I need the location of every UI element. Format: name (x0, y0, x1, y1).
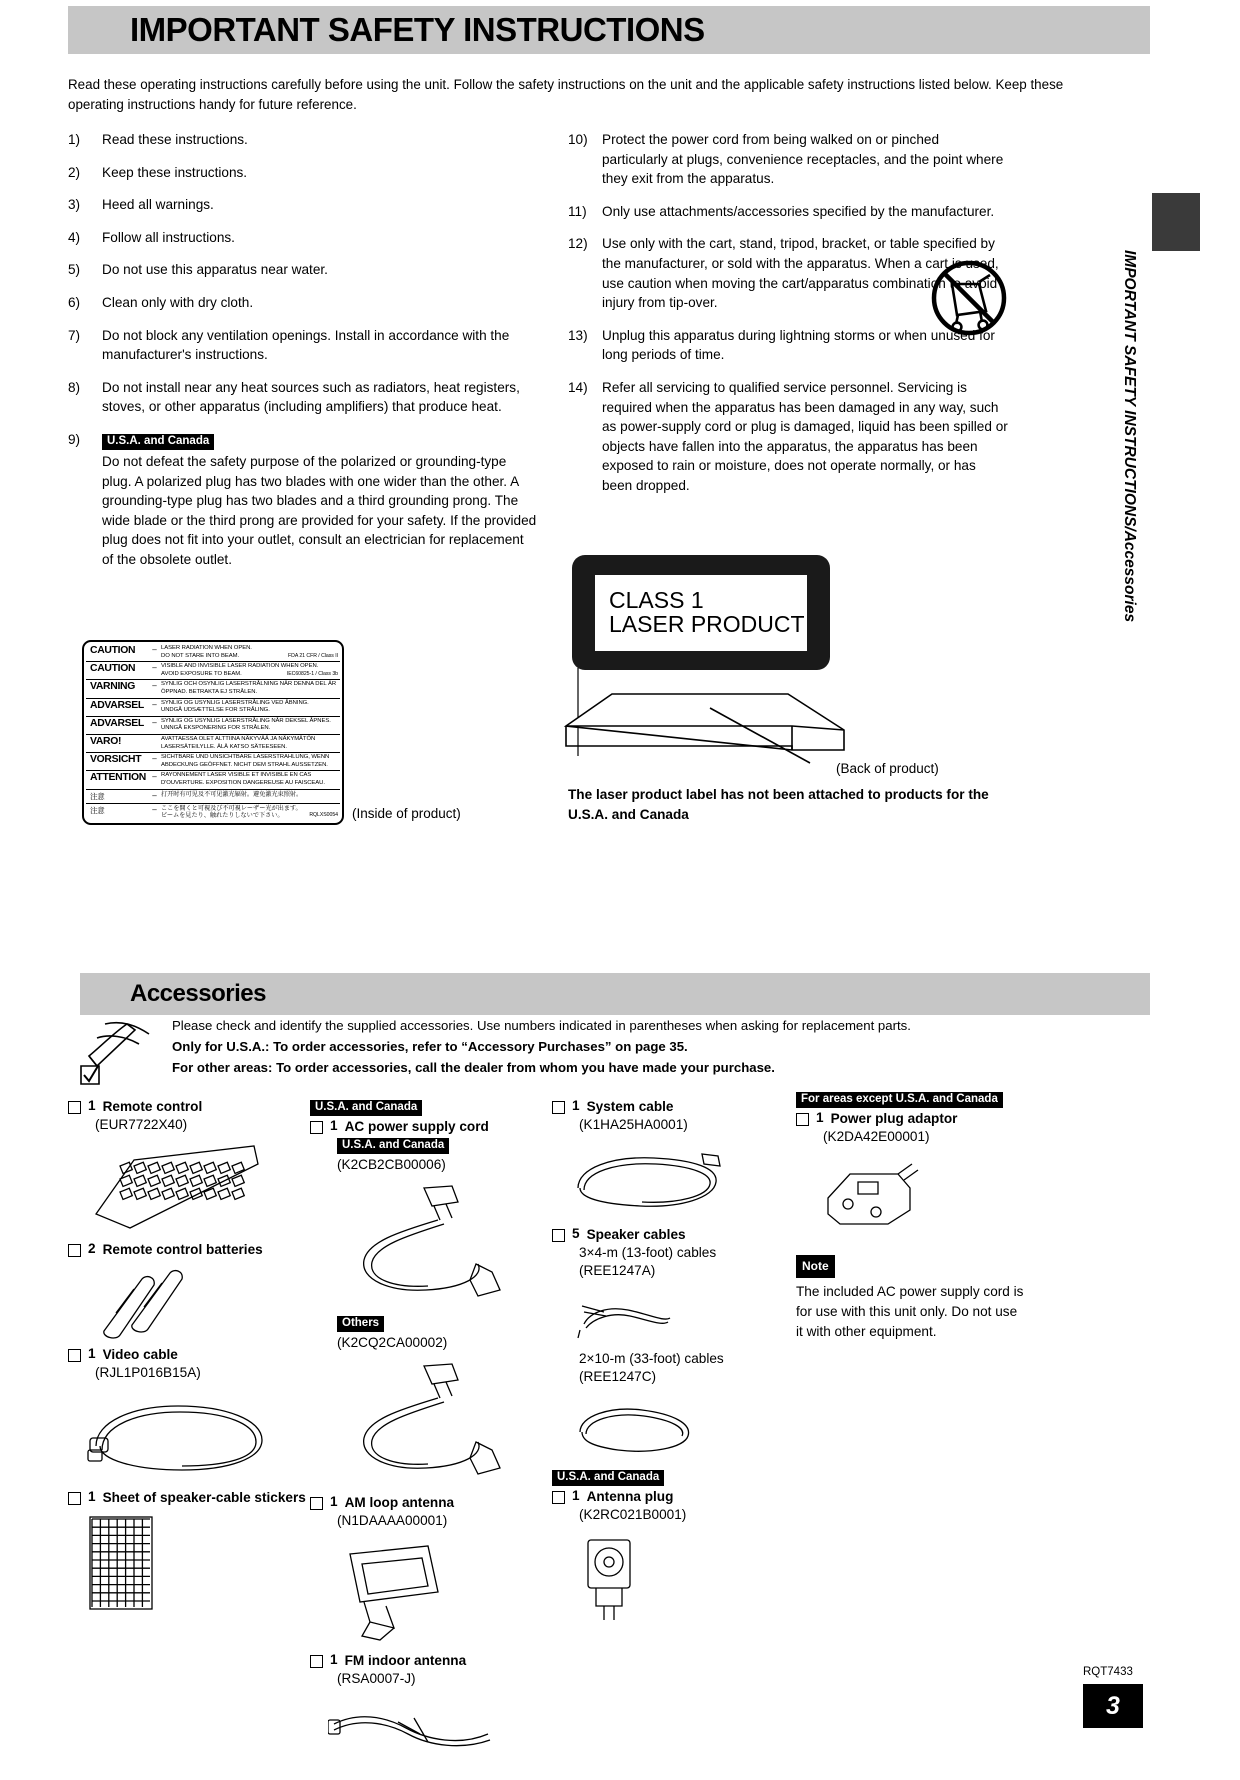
laser-warning-text: ここを開くと可視及び不可視レーザー光が出ます。 RQLXS0054 ビームを見たり、触れたりしないで下さい。 (161, 804, 338, 820)
accessory-part-code: (RJL1P016B15A) (95, 1365, 201, 1380)
list-number: 11) (568, 203, 587, 219)
speaker-cables-illustration (570, 1286, 792, 1346)
accessory-quantity: 1 (816, 1110, 824, 1125)
speaker-cables-illustration-2 (570, 1392, 792, 1462)
list-text: Do not use this apparatus near water. (102, 262, 328, 278)
list-text: Use only with the cart, stand, tripod, bracket, or table specified by the manufacturer, or sold with the apparatus. When a cart is used, use caution when moving the cart/apparatus combination to avoid injury from tip-over. (602, 236, 999, 311)
accessory-quantity: 1 (330, 1494, 338, 1509)
list-number: 6) (68, 294, 81, 310)
laser-warning-language: VORSICHT (86, 753, 150, 771)
list-number: 3) (68, 197, 81, 213)
document-code: RQT7433 (1083, 1666, 1133, 1678)
accessory-part-code: (K2DA42E00001) (823, 1129, 930, 1144)
laser-warning-language: ADVARSEL (86, 698, 150, 716)
accessory-part-code: (N1DAAAA00001) (337, 1513, 448, 1528)
accessories-banner (80, 973, 1150, 1015)
list-text: Keep these instructions. (102, 164, 248, 180)
list-number: 1) (68, 132, 81, 147)
page-title-banner (68, 6, 1150, 54)
safety-left-item (68, 326, 538, 365)
list-text: Clean only with dry cloth. (102, 294, 254, 310)
laser-warning-language: VARNING (86, 680, 150, 698)
accessory-item (552, 1226, 792, 1462)
list-number: 9) (68, 431, 81, 447)
inside-of-product-caption: (Inside of product) (352, 806, 461, 821)
laser-warning-text: SYNLIG OCH OSYNLIG LASERSTRÅLNING NÄR DENNA DEL ÄR ÖPPNAD. BETRAKTA EJ STRÅLEN. (159, 680, 340, 698)
laser-warning-dash: – (150, 789, 159, 803)
laser-warning-dash: – (150, 644, 159, 662)
list-number: 4) (68, 229, 81, 245)
accessories-column-2 (310, 1098, 550, 1780)
accessory-checkbox[interactable] (310, 1121, 323, 1134)
accessory-item (310, 1652, 550, 1774)
laser-warning-row (86, 680, 340, 698)
accessory-item (68, 1346, 308, 1483)
laser-warning-language: 注意 (90, 805, 105, 815)
accessory-part-code: (EUR7722X40) (95, 1117, 188, 1132)
plug-adaptor-illustration (814, 1152, 1046, 1232)
back-of-product-caption: (Back of product) (836, 761, 939, 776)
accessory-part-code: (K2CB2CB00006) (337, 1157, 446, 1172)
antenna-plug-illustration (570, 1530, 792, 1625)
accessory-name: AC power supply cord (344, 1119, 489, 1134)
laser-warning-label (82, 640, 344, 825)
accessory-item (68, 1241, 308, 1340)
accessory-name: Antenna plug (586, 1489, 674, 1504)
ac-cord-illustration (328, 1180, 550, 1310)
accessory-quantity: 5 (572, 1226, 580, 1241)
laser-warning-dash: – (150, 662, 159, 680)
am-antenna-illustration (328, 1536, 550, 1646)
accessory-name: Speaker cables (586, 1227, 686, 1242)
laser-warning-row (86, 771, 340, 789)
accessory-checkbox[interactable] (68, 1492, 81, 1505)
accessories-column-1 (68, 1098, 308, 1619)
list-number: 14) (568, 379, 588, 395)
safety-left-item (68, 378, 538, 417)
region-badge: U.S.A. and Canada (552, 1470, 664, 1486)
accessory-item (68, 1489, 308, 1613)
laser-warning-language: ADVARSEL (86, 716, 150, 734)
list-text: Follow all instructions. (102, 229, 235, 245)
accessory-quantity: 1 (88, 1346, 96, 1361)
list-number: 13) (568, 327, 588, 343)
accessories-note (796, 1255, 1026, 1342)
accessories-column-4 (796, 1090, 1046, 1238)
list-text: Protect the power cord from being walked on or pinched particularly at plugs, convenience receptacles, and the point where they exit from the apparatus. (602, 132, 1004, 187)
accessory-part-code: (K2CQ2CA00002) (337, 1335, 448, 1350)
accessory-sublabel: 3×4-m (13-foot) cables (579, 1245, 717, 1260)
accessory-name: Power plug adaptor (830, 1111, 958, 1126)
laser-warning-row (86, 698, 340, 716)
accessory-part-code: (K2RC021B0001) (579, 1507, 687, 1522)
region-badge: Others (337, 1316, 384, 1332)
accessory-checkbox[interactable] (68, 1101, 81, 1114)
safety-left-item (68, 195, 538, 215)
laser-label-line2: LASER PRODUCT (609, 611, 805, 637)
laser-warning-language: CAUTION (86, 644, 150, 662)
laser-warning-row (86, 734, 340, 752)
stickers-illustration (86, 1513, 308, 1613)
laser-warning-row (86, 644, 340, 662)
list-number: 12) (568, 236, 588, 252)
laser-warning-text: AVATTAESSA OLET ALTTIINA NÄKYVÄÄ JA NÄKYMÄTÖN LASERSÄTEILYLLE. ÄLÄ KATSO SÄTEESEEN. (159, 734, 340, 752)
laser-warning-dash: – (152, 804, 157, 814)
list-text (102, 430, 538, 570)
region-badge: U.S.A. and Canada (337, 1138, 449, 1154)
accessory-sublabel: 2×10-m (33-foot) cables (579, 1351, 724, 1366)
safety-list-left (68, 130, 538, 583)
accessory-quantity: 1 (330, 1652, 338, 1667)
list-text: Only use attachments/accessories specified by the manufacturer. (602, 203, 995, 219)
laser-warning-dash: – (150, 716, 159, 734)
safety-right-item (568, 378, 1008, 496)
accessory-checkbox[interactable] (552, 1491, 565, 1504)
safety-left-item (68, 430, 538, 570)
accessory-name: System cable (586, 1099, 674, 1114)
accessory-name: Sheet of speaker-cable stickers (102, 1490, 306, 1505)
accessories-intro-line2: Only for U.S.A.: To order accessories, refer to “Accessory Purchases” on page 35. (172, 1039, 688, 1054)
laser-warning-row (86, 716, 340, 734)
laser-warning-language: ATTENTION (86, 771, 150, 789)
accessories-column-3 (552, 1098, 792, 1631)
safety-left-item (68, 293, 538, 313)
laser-warning-text: SYNLIG OG USYNLIG LASERSTRÅLING NÅR DEKSEL ÅPNES. UNNGÅ EKSPONERING FOR STRÅLEN. (159, 716, 340, 734)
accessory-item (310, 1098, 550, 1488)
section-tab-label: IMPORTANT SAFETY INSTRUCTIONS/Accessories (1121, 250, 1138, 623)
accessory-name: AM loop antenna (344, 1495, 455, 1510)
laser-warning-row (86, 803, 340, 821)
laser-warning-language: VARO! (86, 734, 150, 752)
accessory-quantity: 1 (88, 1489, 96, 1504)
accessory-item (796, 1090, 1046, 1232)
remote-control-illustration (86, 1140, 308, 1235)
region-badge: U.S.A. and Canada (102, 434, 214, 450)
accessory-quantity: 1 (572, 1098, 580, 1113)
accessory-quantity: 1 (330, 1118, 338, 1133)
accessory-checkbox[interactable] (796, 1113, 809, 1126)
accessories-intro (172, 1015, 1052, 1078)
safety-left-item (68, 260, 538, 280)
safety-right-item (568, 202, 1008, 222)
video-cable-illustration (86, 1388, 308, 1483)
laser-warning-dash: – (150, 771, 159, 789)
list-number: 8) (68, 379, 81, 395)
laser-warning-text: VISIBLE AND INVISIBLE LASER RADIATION WHEN OPEN. IEC60825-1 / Class 3b AVOID EXPOSURE TO BEAM. (159, 662, 340, 680)
laser-warning-language: CAUTION (86, 662, 150, 680)
laser-warning-language: 注意 (86, 789, 150, 803)
list-body: Do not defeat the safety purpose of the polarized or grounding-type plug. A polarized plug has two blades with one wider than the other. A grounding-type plug has two blades and a third grounding prong. The wide blade or the third prong are provided for your safety. If the provided plug does not fit into your outlet, consult an electrician for replacement of the obsolete outlet. (102, 453, 537, 567)
accessory-checkbox[interactable] (552, 1101, 565, 1114)
laser-label-note: The laser product label has not been attached to products for the U.S.A. and Canada (568, 787, 989, 822)
list-text: Unplug this apparatus during lightning storms or when unused for long periods of time. (602, 327, 995, 363)
accessory-item (310, 1494, 550, 1646)
accessory-quantity: 2 (88, 1241, 96, 1256)
accessory-quantity: 1 (88, 1098, 96, 1113)
laser-warning-text: SYNLIG OG USYNLIG LASERSTRÅLING VED ÅBNING. UNDGÅ UDSÆTTELSE FOR STRÅLING. (159, 698, 340, 716)
fm-antenna-illustration (328, 1694, 550, 1774)
accessory-name: Remote control batteries (102, 1242, 263, 1257)
laser-label-line1: CLASS 1 (609, 587, 704, 613)
laser-warning-dash: – (150, 698, 159, 716)
laser-warning-row (86, 662, 340, 680)
laser-warning-dash: – (150, 753, 159, 771)
intro-paragraph: Read these operating instructions carefully before using the unit. Follow the safety instructions on the unit and the applicable safety instructions listed below. Keep these operating instructions handy for future reference. (68, 77, 1064, 112)
accessory-quantity: 1 (572, 1488, 580, 1503)
laser-warning-text: 打开时有可见及不可见激光辐射。避免激光束照射。 (159, 789, 340, 803)
accessory-item (552, 1098, 792, 1220)
accessories-title: Accessories (130, 980, 266, 1007)
page-number: 3 (1083, 1684, 1143, 1728)
cart-tipover-warning-icon (930, 258, 1008, 338)
accessory-item (552, 1468, 792, 1625)
accessory-name: Remote control (102, 1099, 203, 1114)
region-badge: U.S.A. and Canada (310, 1100, 422, 1116)
accessory-name: FM indoor antenna (344, 1653, 467, 1668)
laser-warning-text: RAYONNEMENT LASER VISIBLE ET INVISIBLE EN CAS D'OUVERTURE. EXPOSITION DANGEREUSE AU FAISCEAU. (159, 771, 340, 789)
region-badge: For areas except U.S.A. and Canada (796, 1092, 1003, 1108)
class1-laser-product-label (572, 555, 830, 670)
accessory-part-code: (K1HA25HA0001) (579, 1117, 688, 1132)
laser-warning-row (86, 753, 340, 771)
system-cable-illustration (570, 1140, 792, 1220)
laser-warning-text: SICHTBARE UND UNSICHTBARE LASERSTRAHLUNG, WENN ABDECKUNG GEÖFFNET. NICHT DEM STRAHL AUSSETZEN. (159, 753, 340, 771)
note-badge: Note (796, 1255, 835, 1278)
list-text: Do not block any ventilation openings. Install in accordance with the manufacturer's instructions. (102, 327, 510, 363)
list-text: Read these instructions. (102, 132, 248, 147)
list-text: Heed all warnings. (102, 197, 214, 213)
laser-warning-dash: – (150, 680, 159, 698)
safety-right-item (568, 130, 1008, 189)
list-text: Do not install near any heat sources such as radiators, heat registers, stoves, or other apparatus (including amplifiers) that produce heat. (102, 379, 520, 415)
accessory-checkbox[interactable] (310, 1655, 323, 1668)
note-text: The included AC power supply cord is for use with this unit only. Do not use it with other equipment. (796, 1284, 1024, 1339)
safety-left-item (68, 228, 538, 248)
batteries-illustration (86, 1265, 308, 1340)
list-number: 5) (68, 262, 81, 278)
laser-warning-dash (150, 734, 159, 752)
list-text: Refer all servicing to qualified service personnel. Servicing is required when the apparatus has been damaged in any way, such as power-supply cord or plug is damaged, liquid has been spilled or objects have fallen into the apparatus, the apparatus has been exposed to rain or moisture, does not operate normally, or has been dropped. (602, 379, 1008, 493)
accessory-checkbox[interactable] (552, 1229, 565, 1242)
accessories-intro-line1: Please check and identify the supplied accessories. Use numbers indicated in parentheses when asking for replacement parts. (172, 1018, 911, 1033)
list-number: 2) (68, 164, 81, 180)
laser-warning-row (86, 789, 340, 803)
safety-left-item (68, 163, 538, 183)
accessory-checkbox[interactable] (68, 1244, 81, 1257)
laser-warning-table (86, 644, 340, 821)
list-number: 7) (68, 327, 81, 343)
accessory-part-code: (REE1247C) (579, 1369, 657, 1384)
accessory-item (68, 1098, 308, 1235)
accessories-intro-line3: For other areas: To order accessories, call the dealer from whom you have made your purchase. (172, 1060, 775, 1075)
laser-warning-text: LASER RADIATION WHEN OPEN. FDA 21 CFR / Class II DO NOT STARE INTO BEAM. (159, 644, 340, 662)
accessory-checkbox[interactable] (68, 1349, 81, 1362)
section-tab-marker (1152, 193, 1200, 251)
list-number: 10) (568, 132, 588, 147)
accessory-part-code: (REE1247A) (579, 1263, 656, 1278)
accessory-name: Video cable (102, 1347, 178, 1362)
product-illustration (560, 668, 860, 778)
ac-cord-illustration-2 (328, 1358, 550, 1488)
safety-left-item (68, 130, 538, 150)
hand-checklist-icon (75, 1018, 167, 1088)
accessory-checkbox[interactable] (310, 1497, 323, 1510)
accessory-part-code: (RSA0007-J) (337, 1671, 416, 1686)
page-title: IMPORTANT SAFETY INSTRUCTIONS (130, 11, 705, 48)
